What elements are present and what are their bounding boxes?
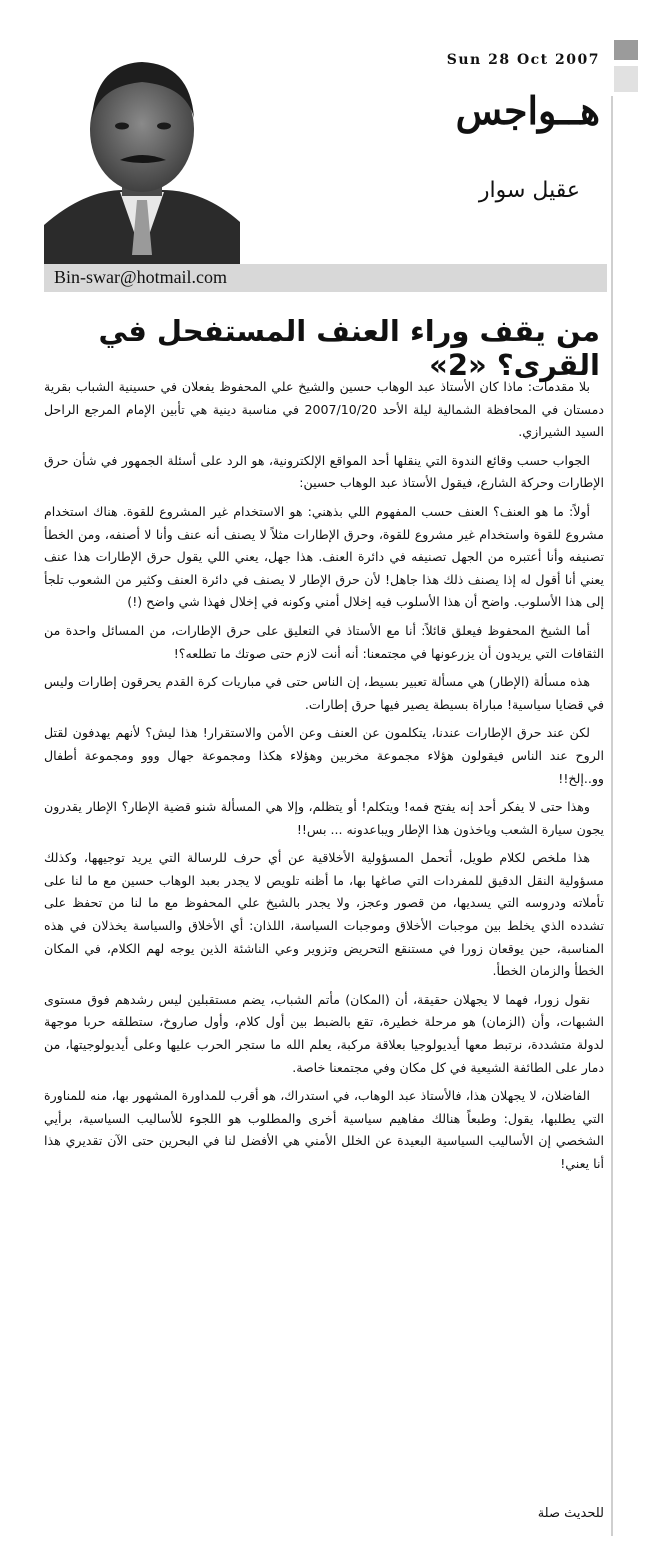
to-be-continued: للحديث صلة (537, 1506, 604, 1521)
corner-dark-block (614, 40, 638, 60)
author-email[interactable]: Bin-swar@hotmail.com (54, 267, 228, 287)
article-headline: من يقف وراء العنف المستفحل في القرى؟ «2» (98, 314, 600, 382)
column-title: هــواجس (455, 88, 600, 133)
author-name: عقيل سوار (478, 178, 580, 203)
article-body (44, 376, 604, 1182)
article-paragraph: وهذا حتى لا يفكر أحد إنه يفتح فمه! ويتكلم! أو يتظلم، وإلا هي المسألة شنو قضية الإطار؟ الإطار يقدرون يجون سيارة الشعب وياخذون هذا الإطار ويباعدونه ... بس!! (44, 799, 604, 837)
article-paragraph: هذه مسألة (الإطار) هي مسألة تعبير بسيط، إن الناس حتى في مباريات كرة القدم يحرقون إطارات وليس في قضايا سياسية! مباراة بسيطة يصير فيها حرق إطارات. (44, 674, 604, 712)
column-rule (611, 96, 613, 1536)
article-paragraph: أولاً: ما هو العنف؟ العنف حسب المفهوم اللي بذهني: هو الاستخدام غير المشروع للقوة. هناك استخدام مشروع للقوة واستخدام غير مشروع للقوة، وحرق الإطارات مثلاً لا يصنف أنه عنف وأنا لا أصنفه، ومن الخطأ تصنيفه وأنا أعتبره من الجهل تصنيفه في دائرة العنف. هذا جهل، يعني اللي يقول حرق الإطارات هذا عنف يعني أنا أقول له إذا يصنف ذلك هذا جاهل! لأن حرق الإطار لا يصنف في دائرة العنف وكثير من الشعوب تلجأ إلى هذا الأسلوب. واضح أن هذا الأسلوب فيه إخلال أمني وكونه في إخلال فهذا شي واضح (!) (44, 503, 604, 610)
right-margin-bar (614, 0, 649, 1545)
publication-date: Sun 28 Oct 2007 (446, 52, 600, 68)
article-paragraph: أما الشيخ المحفوظ فيعلق قائلاً: أنا مع الأستاذ في التعليق على حرق الإطارات، من المسائل واحدة من الثقافات التي يريدون أن يزرعونها في مجتمعنا: أنه أنت لازم حتى صوتك ما تطلعه؟! (44, 622, 604, 661)
article-paragraph: لكن عند حرق الإطارات عندنا، يتكلمون عن العنف وعن الأمن والاستقرار! هذا ليش؟ لأنهم يهدفون لقتل الروح عند الناس فيقولون هؤلاء مجموعة مخربين وهؤلاء هكذا ومجموعة جهال ووو ومجموعة أطفال وو..إلخ!! (44, 725, 604, 786)
author-photo (44, 40, 240, 265)
article-paragraph: نقول زورا، فهما لا يجهلان حقيقة، أن (المكان) مأتم الشباب، يضم مستقبلين ليس رشدهم فوق مستوى الشبهات، وأن (الزمان) هو مرحلة خطيرة، تقع بالضبط بين أول كلام، وأول صاروخ، ستطلقه حربا موجهة لدولة متشددة، نرتبط معها أيديولوجيا بعلاقة مركبة، يعلم الله ما ستجر الحرب عليها وعلى أيديولوجيتها، من دمار على الطائفة الشيعية في كل مكان وفي مجتمعنا خاصة. (44, 991, 604, 1075)
corner-light-block (614, 66, 638, 92)
article-paragraph: بلا مقدمات: ماذا كان الأستاذ عبد الوهاب حسين والشيخ علي المحفوظ يفعلان في حسينية الشباب بقرية دمستان في المحافظة الشمالية ليلة الأحد 2007/10/20 في مناسبة دينية هي تأبين الإمام المرجع الراحل السيد الشيرازي. (44, 379, 604, 440)
author-portrait-icon (44, 40, 240, 265)
article-paragraph: الفاضلان، لا يجهلان هذا، فالأستاذ عبد الوهاب، في استدراك، هو أقرب للمداورة المشهور بها، منه للمناورة التي يطلبها، يقول: وطبعاً هنالك مفاهيم سياسية أخرى والمطلوب هو اللجوء للأساليب السياسية، برأيي الشخصي إن الأساليب السياسية البعيدة عن الخلل الأمني هي الأفضل لنا في البحرين حتى الآن تقديري هذا أنا يعني! (44, 1088, 604, 1171)
article-paragraph: هذا ملخص لكلام طويل، أتحمل المسؤولية الأخلاقية عن أي حرف للرسالة التي يريد توجيهها، وكذلك مسؤولية النقل الدقيق للمفردات التي صاغها بها، ما أظنه تلويص لا يجدر بعبد الوهاب حسين مع ما لنا على تأملاته ودروسه التي يسديها، من قصور وعجز، ولا يجدر بالشيخ علي المحفوظ مع ما لنا من تحفظ على تشدده الذي يخلط بين موجبات الأخلاق وموجبات السياسة، اللذان: أي الأخلاق والسياسة يخذلان في هذه المناسبة، حين يوقعان زورا في مستنقع التحريض وتزوير وعي الناشئة الذين يوجه لهم الكلام، في المكان الخطأ والزمان الخطأ. (44, 850, 604, 979)
article-paragraph: الجواب حسب وقائع الندوة التي ينقلها أحد المواقع الإلكترونية، هو الرد على أسئلة الجمهور في شأن حرق الإطارات وحركة الشارع، فيقول الأستاذ عبد الوهاب حسين: (44, 452, 604, 491)
email-bar (44, 264, 607, 292)
